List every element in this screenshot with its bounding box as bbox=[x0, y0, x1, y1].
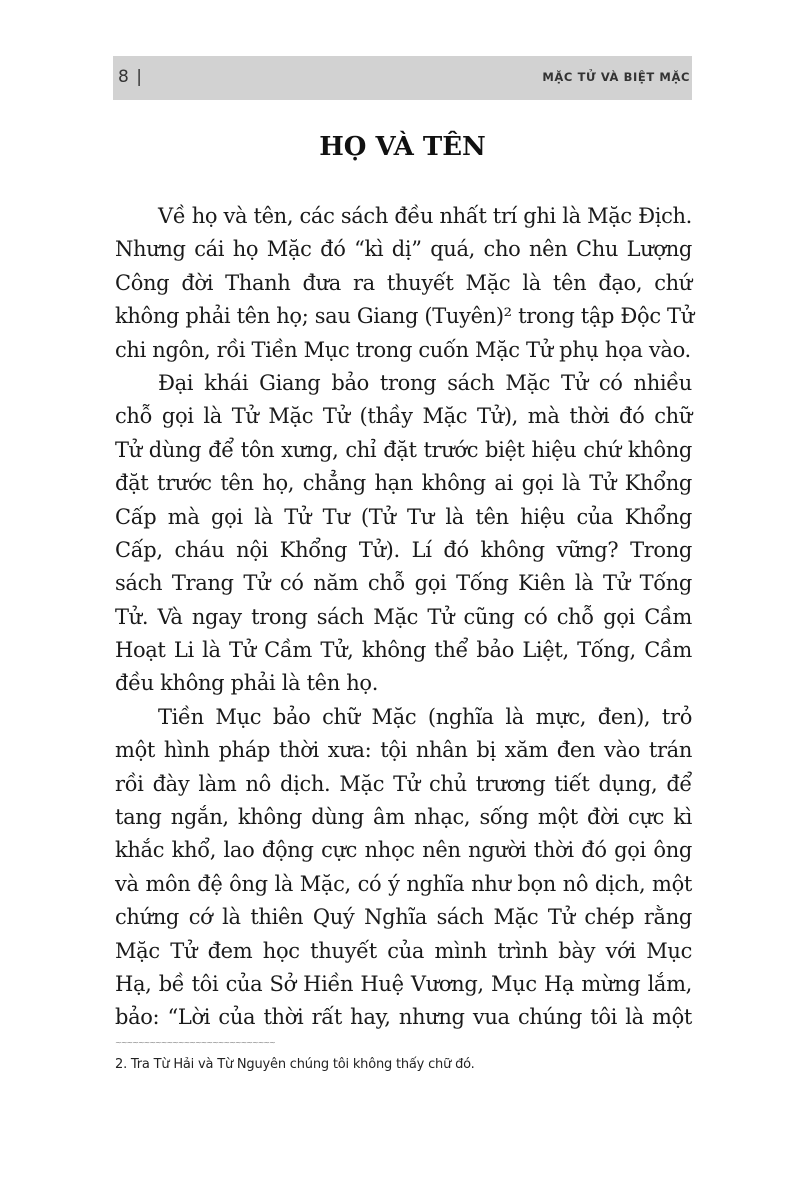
body-line: Công đời Thanh đưa ra thuyết Mặc là tên đạo, chứ bbox=[115, 270, 692, 295]
body-line: đều không phải là tên họ. bbox=[115, 671, 379, 696]
body-line: Về họ và tên, các sách đều nhất trí ghi là Mặc Địch. bbox=[158, 204, 693, 228]
body-line: Cấp, cháu nội Khổng Tử). Lí đó không vững? Trong bbox=[115, 537, 692, 562]
body-line: Cấp mà gọi là Tử Tư (Tử Tư là tên hiệu của Khổng bbox=[115, 504, 692, 529]
chapter-title: HỌ VÀ TÊN bbox=[319, 132, 486, 162]
body-line: đặt trước tên họ, chẳng hạn không ai gọi là Tử Khổng bbox=[115, 471, 692, 496]
body-line: rồi đày làm nô dịch. Mặc Tử chủ trương tiết dụng, để bbox=[115, 771, 692, 796]
body-line: Đại khái Giang bảo trong sách Mặc Tử có nhiều bbox=[158, 370, 692, 395]
body-line: không phải tên họ; sau Giang (Tuyên)² trong tập Độc Tử bbox=[115, 304, 694, 329]
body-line: chứng cớ là thiên Quý Nghĩa sách Mặc Tử chép rằng bbox=[115, 905, 692, 930]
body-line: Tử. Và ngay trong sách Mặc Tử cũng có chỗ gọi Cầm bbox=[115, 604, 692, 629]
body-line: Tiền Mục bảo chữ Mặc (nghĩa là mực, đen), trỏ bbox=[158, 704, 692, 729]
running-title: MẶC TỬ VÀ BIỆT MẶC bbox=[542, 70, 690, 84]
body-line: tang ngắn, không dùng âm nhạc, sống một đời cực kì bbox=[115, 805, 692, 830]
footnote-separator: ~~~~~~~~~~~~~~~~~~~~~~~~~~~~ bbox=[115, 1038, 275, 1047]
body-line: Mặc Tử đem học thuyết của mình trình bày với Mục bbox=[115, 938, 692, 963]
body-line: sách Trang Tử có năm chỗ gọi Tống Kiên là Tử Tống bbox=[115, 571, 692, 596]
body-line: Tử dùng để tôn xưng, chỉ đặt trước biệt hiệu chứ không bbox=[115, 437, 692, 462]
body-line: Nhưng cái họ Mặc đó “kì dị” quá, cho nên Chu Lượng bbox=[115, 237, 692, 262]
body-text bbox=[115, 200, 692, 1035]
body-line: bảo: “Lời của thời rất hay, nhưng vua chúng tôi là một bbox=[115, 1005, 692, 1030]
page-number: 8 | bbox=[118, 67, 143, 87]
body-line: chi ngôn, rồi Tiền Mục trong cuốn Mặc Tử phụ họa vào. bbox=[115, 337, 691, 362]
body-line: và môn đệ ông là Mặc, có ý nghĩa như bọn nô dịch, một bbox=[115, 871, 692, 896]
footnote: 2. Tra Từ Hải và Từ Nguyên chúng tôi không thấy chữ đó. bbox=[115, 1057, 475, 1072]
body-line: một hình pháp thời xưa: tội nhân bị xăm đen vào trán bbox=[115, 738, 692, 763]
body-line: Hạ, bề tôi của Sở Hiền Huệ Vương, Mục Hạ mừng lắm, bbox=[115, 971, 692, 996]
body-line: khắc khổ, lao động cực nhọc nên người thời đó gọi ông bbox=[115, 838, 692, 863]
body-line: chỗ gọi là Tử Mặc Tử (thầy Mặc Tử), mà thời đó chữ bbox=[115, 404, 692, 429]
body-line: Hoạt Li là Tử Cầm Tử, không thể bảo Liệt, Tống, Cầm bbox=[115, 638, 692, 663]
